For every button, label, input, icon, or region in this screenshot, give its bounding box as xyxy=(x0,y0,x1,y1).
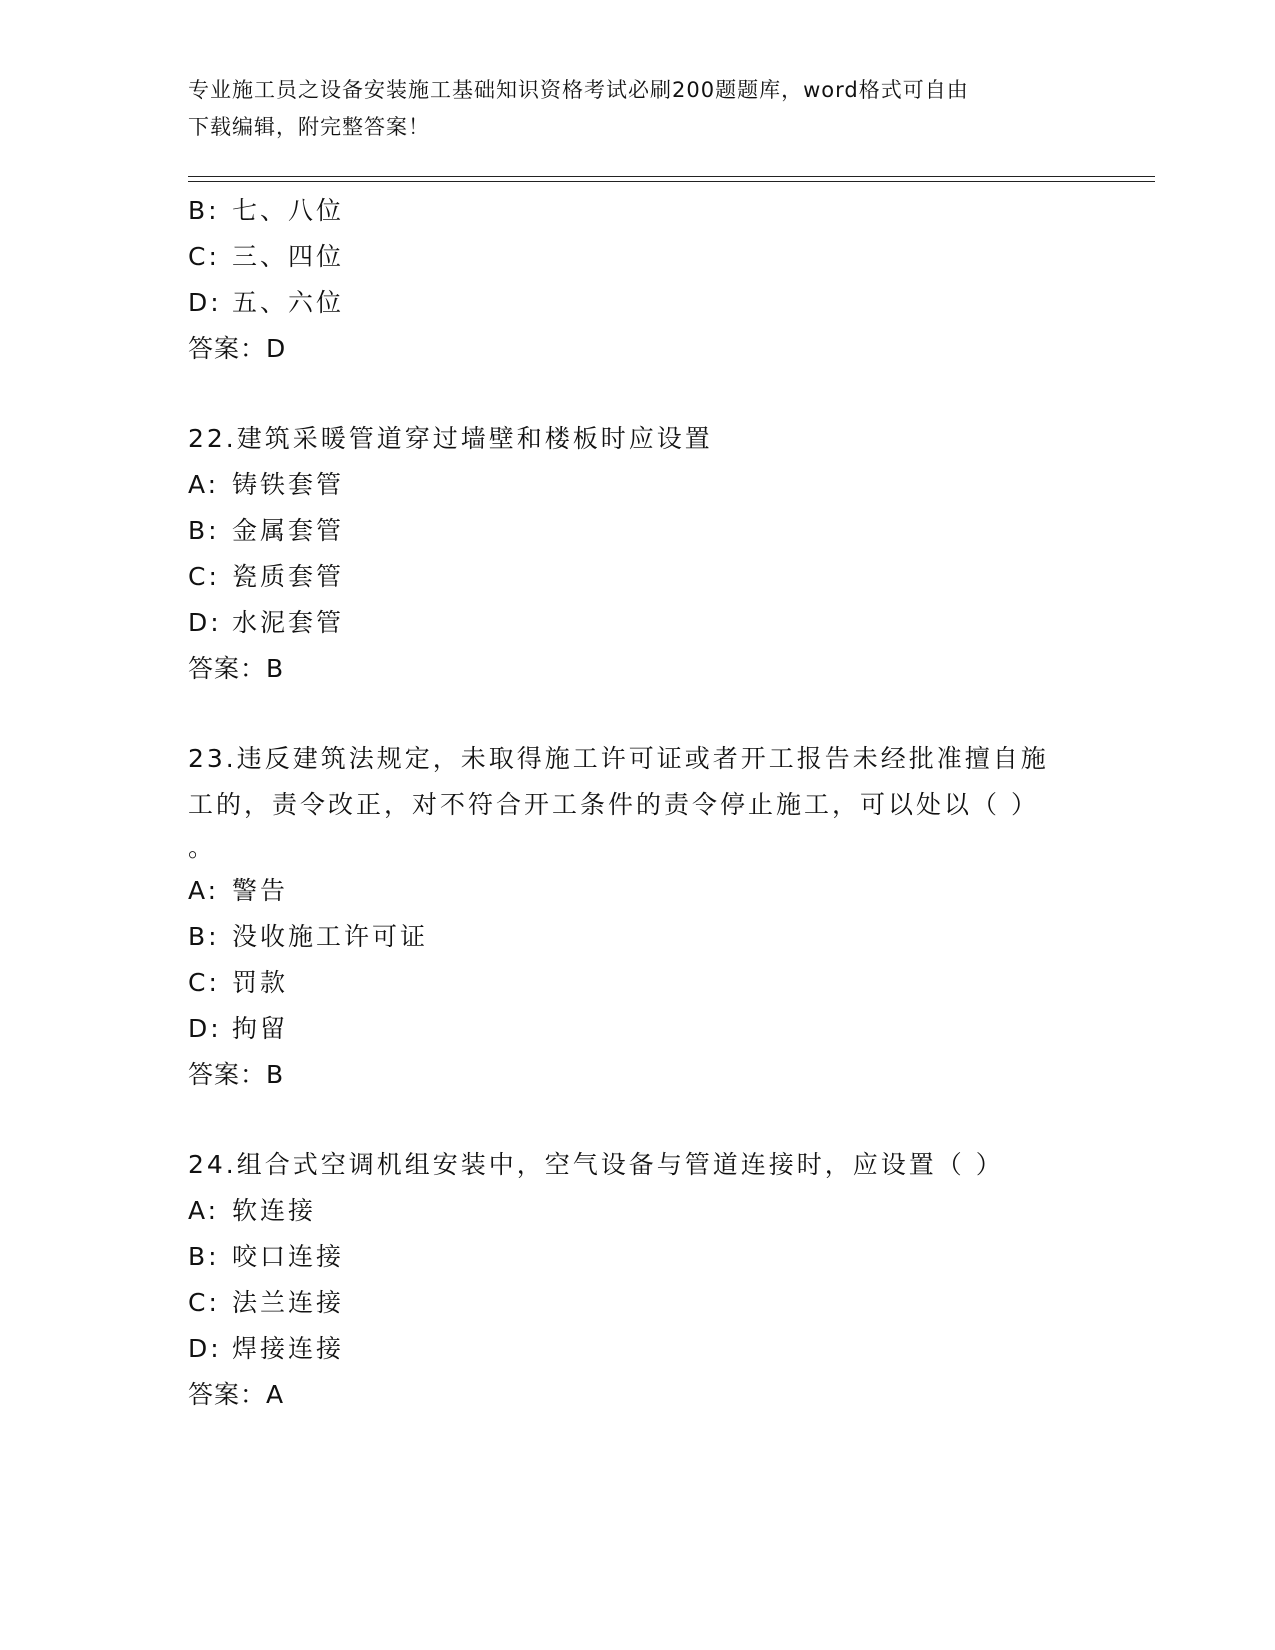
question-list xyxy=(188,188,1088,1418)
question-title: 23.违反建筑法规定，未取得施工许可证或者开工报告未经批准擅自施 xyxy=(188,744,1049,773)
option-text: 罚款 xyxy=(232,968,289,997)
question-22 xyxy=(188,416,1088,692)
option-text: 三、四位 xyxy=(232,242,345,271)
option-key: C: xyxy=(188,968,220,997)
option-key: C: xyxy=(188,562,220,591)
carryover-question xyxy=(188,188,1088,372)
answer-line: 答案：B xyxy=(188,654,285,683)
header-divider-bottom xyxy=(188,181,1155,182)
header-line-1: 专业施工员之设备安装施工基础知识资格考试必刷200题题库，word格式可自由 xyxy=(188,78,969,102)
option-line xyxy=(188,868,1088,914)
option-text: 拘留 xyxy=(232,1014,289,1043)
question-23 xyxy=(188,736,1088,1098)
answer-line: 答案：A xyxy=(188,1380,285,1409)
header-divider-top xyxy=(188,176,1155,177)
option-line xyxy=(188,914,1088,960)
option-line xyxy=(188,600,1088,646)
option-text: 五、六位 xyxy=(232,288,345,317)
option-line xyxy=(188,508,1088,554)
answer-line: 答案：B xyxy=(188,1060,285,1089)
option-key: B: xyxy=(188,196,220,225)
option-line xyxy=(188,554,1088,600)
question-title: 22.建筑采暖管道穿过墙壁和楼板时应设置 xyxy=(188,424,713,453)
header-line-2: 下载编辑，附完整答案！ xyxy=(188,115,430,139)
option-text: 没收施工许可证 xyxy=(232,922,429,951)
option-line xyxy=(188,280,1088,326)
option-line xyxy=(188,1280,1088,1326)
option-key: D: xyxy=(188,1334,222,1363)
option-line xyxy=(188,1188,1088,1234)
option-text: 咬口连接 xyxy=(232,1242,345,1271)
option-key: A: xyxy=(188,470,220,499)
option-line xyxy=(188,1006,1088,1052)
question-title: 24.组合式空调机组安装中，空气设备与管道连接时，应设置（ ） xyxy=(188,1150,1004,1179)
option-key: D: xyxy=(188,608,222,637)
option-key: B: xyxy=(188,922,220,951)
option-line xyxy=(188,462,1088,508)
option-line xyxy=(188,188,1088,234)
option-key: B: xyxy=(188,1242,220,1271)
option-text: 金属套管 xyxy=(232,516,345,545)
option-text: 焊接连接 xyxy=(232,1334,345,1363)
option-text: 瓷质套管 xyxy=(232,562,345,591)
option-line xyxy=(188,1326,1088,1372)
option-text: 法兰连接 xyxy=(232,1288,345,1317)
question-title-end: 。 xyxy=(188,833,217,862)
option-text: 七、八位 xyxy=(232,196,345,225)
option-line xyxy=(188,960,1088,1006)
question-title-cont: 工的，责令改正，对不符合开工条件的责令停止施工，可以处以（ ） xyxy=(188,790,1039,819)
option-key: C: xyxy=(188,1288,220,1317)
answer-line: 答案：D xyxy=(188,334,287,363)
document-header xyxy=(188,72,1088,146)
option-line xyxy=(188,1234,1088,1280)
option-line xyxy=(188,234,1088,280)
question-24 xyxy=(188,1142,1088,1418)
option-key: D: xyxy=(188,288,222,317)
option-text: 软连接 xyxy=(232,1196,317,1225)
option-key: B: xyxy=(188,516,220,545)
option-key: A: xyxy=(188,876,220,905)
option-text: 水泥套管 xyxy=(232,608,345,637)
option-key: C: xyxy=(188,242,220,271)
option-text: 警告 xyxy=(232,876,289,905)
option-key: D: xyxy=(188,1014,222,1043)
option-text: 铸铁套管 xyxy=(232,470,345,499)
option-key: A: xyxy=(188,1196,220,1225)
